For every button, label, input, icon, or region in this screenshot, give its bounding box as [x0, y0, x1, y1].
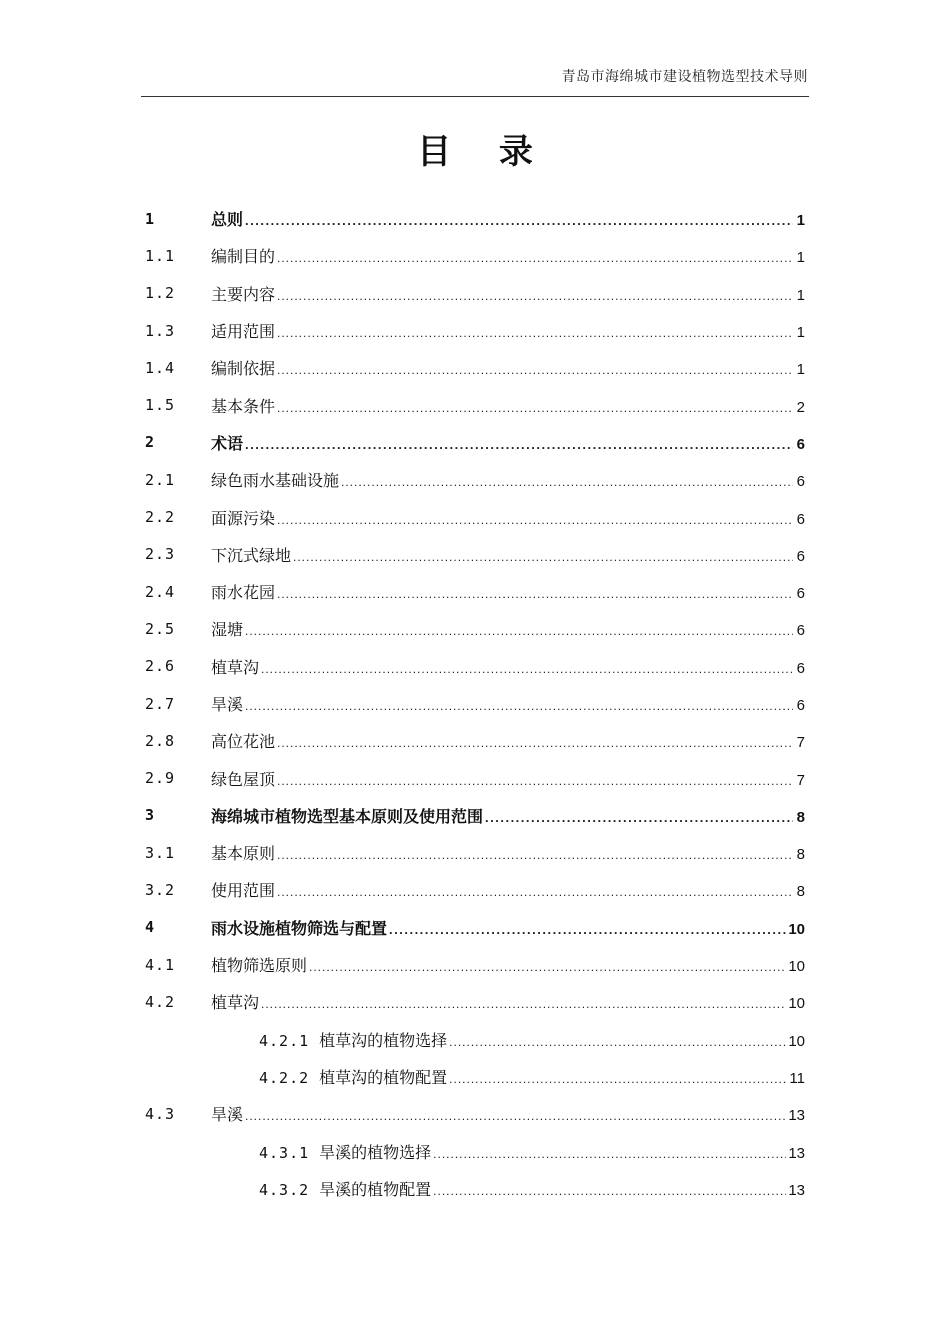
toc-entry-line — [259, 1140, 805, 1163]
toc-page-number: 6 — [796, 659, 805, 677]
toc-entry-number: 4.2 — [145, 992, 176, 1011]
page-title: 目 录 — [417, 132, 551, 172]
toc-entry-title: 高位花池 — [211, 732, 276, 752]
toc-entry-number: 1 — [145, 209, 156, 228]
toc-entry-title: 主要内容 — [211, 284, 276, 304]
toc-entry-title: 旱溪 — [211, 695, 244, 714]
toc-page-number: 13 — [788, 1107, 805, 1125]
toc-entry-title: 植草沟 — [211, 993, 260, 1013]
toc-chapter-row[interactable] — [141, 909, 809, 946]
toc-entry-number: 4.1 — [145, 955, 176, 974]
toc-subsection-row[interactable] — [141, 1132, 809, 1169]
toc-entry-title: 湿塘 — [211, 620, 244, 640]
toc-page-number: 10 — [788, 995, 805, 1013]
toc-dot-leader — [245, 624, 793, 638]
toc-entry-title: 适用范围 — [211, 322, 276, 342]
toc-entry-line — [211, 916, 805, 939]
toc-entry-number: 2.1 — [145, 470, 176, 489]
toc-dot-leader — [277, 401, 793, 415]
toc-section-row[interactable] — [141, 461, 809, 498]
toc-entry-title: 雨水花园 — [211, 583, 276, 603]
toc-entry-line — [211, 468, 805, 491]
toc-entry-number: 4.3.1 — [259, 1143, 310, 1162]
toc-entry-number: 2.7 — [145, 694, 176, 713]
toc-dot-leader — [277, 587, 793, 601]
toc-page-number: 7 — [796, 734, 805, 752]
toc-page-number: 1 — [796, 361, 805, 379]
toc-page-number: 6 — [796, 435, 805, 453]
toc-page-number: 6 — [796, 547, 805, 565]
toc-section-row[interactable] — [141, 685, 809, 722]
toc-dot-leader — [433, 1147, 786, 1161]
toc-dot-leader — [277, 251, 793, 265]
toc-dot-leader — [277, 774, 793, 788]
toc-section-row[interactable] — [141, 610, 809, 647]
toc-section-row[interactable] — [141, 386, 809, 423]
toc-entry-title: 雨水设施植物筛选与配置 — [211, 918, 388, 938]
toc-page-number: 1 — [796, 324, 805, 342]
toc-entry-title: 基本原则 — [211, 844, 276, 864]
running-header: 青岛市海绵城市建设植物选型技术导则 — [561, 69, 808, 85]
toc-dot-leader — [341, 475, 793, 489]
toc-dot-leader — [261, 997, 786, 1011]
toc-entry-number: 1.3 — [145, 321, 176, 340]
toc-dot-leader — [277, 736, 793, 750]
toc-section-row[interactable] — [141, 946, 809, 983]
toc-entry-number: 1.1 — [145, 246, 176, 265]
toc-page-number: 11 — [789, 1069, 805, 1087]
toc-section-row[interactable] — [141, 1095, 809, 1132]
toc-entry-number: 3.2 — [145, 880, 176, 899]
toc-section-row[interactable] — [141, 871, 809, 908]
toc-page-number: 6 — [796, 510, 805, 528]
toc-entry-title: 海绵城市植物选型基本原则及使用范围 — [211, 806, 484, 826]
toc-entry-title: 面源污染 — [211, 508, 276, 528]
toc-entry-title: 编制目的 — [211, 247, 276, 267]
toc-page-number: 8 — [796, 846, 805, 864]
toc-entry-title: 旱溪的植物选择 — [319, 1142, 432, 1162]
toc-page-number: 6 — [796, 585, 805, 603]
toc-entry-title: 术语 — [211, 433, 244, 453]
toc-section-row[interactable] — [141, 498, 809, 535]
toc-entry-title: 植草沟的植物选择 — [319, 1030, 448, 1050]
toc-subsection-row[interactable] — [141, 1170, 809, 1207]
toc-entry-line — [211, 543, 805, 566]
toc-dot-leader — [277, 326, 793, 340]
toc-page-number: 6 — [796, 622, 805, 640]
toc-section-row[interactable] — [141, 573, 809, 610]
toc-entry-line — [211, 767, 805, 790]
toc-dot-leader — [245, 1109, 786, 1123]
table-of-contents — [141, 200, 809, 1207]
toc-page-number: 10 — [788, 958, 805, 976]
toc-entry-line — [211, 207, 805, 230]
toc-section-row[interactable] — [141, 275, 809, 312]
toc-dot-leader — [277, 513, 793, 527]
toc-dot-leader — [309, 960, 786, 974]
toc-entry-line — [211, 319, 805, 342]
toc-entry-line — [211, 655, 805, 678]
toc-dot-leader — [277, 363, 793, 377]
toc-entry-number: 4.3 — [145, 1104, 176, 1123]
toc-entry-number: 4.2.2 — [259, 1068, 310, 1087]
toc-dot-leader — [261, 662, 793, 676]
toc-entry-number: 2.2 — [145, 508, 176, 527]
toc-entry-title: 植草沟的植物配置 — [319, 1067, 448, 1087]
toc-entry-number: 3 — [145, 806, 156, 825]
toc-entry-title: 旱溪的植物配置 — [319, 1179, 432, 1199]
toc-dot-leader — [449, 1035, 786, 1049]
toc-page-number: 1 — [796, 212, 805, 230]
toc-section-row[interactable] — [141, 648, 809, 685]
toc-dot-leader — [245, 437, 793, 452]
toc-dot-leader — [485, 810, 793, 825]
toc-section-row[interactable] — [141, 312, 809, 349]
toc-page-number: 13 — [788, 1181, 805, 1199]
toc-entry-line — [211, 580, 805, 603]
toc-entry-number: 2.5 — [145, 619, 176, 638]
toc-entry-line — [211, 878, 805, 901]
toc-chapter-row[interactable] — [141, 424, 809, 461]
toc-page-number: 10 — [788, 920, 805, 938]
toc-entry-number: 1.5 — [145, 396, 176, 415]
toc-section-row[interactable] — [141, 759, 809, 796]
toc-entry-line — [211, 356, 805, 379]
toc-entry-number: 2.6 — [145, 657, 176, 676]
toc-entry-number: 1.2 — [145, 284, 176, 303]
toc-entry-number: 4.2.1 — [259, 1031, 310, 1050]
toc-chapter-row[interactable] — [141, 200, 809, 237]
toc-page-number: 8 — [796, 808, 805, 826]
toc-entry-line — [259, 1028, 805, 1051]
toc-entry-title: 编制依据 — [211, 359, 276, 379]
toc-entry-line — [259, 1177, 805, 1200]
toc-entry-line — [211, 1102, 805, 1125]
toc-entry-number: 1.4 — [145, 358, 176, 377]
toc-chapter-row[interactable] — [141, 797, 809, 834]
toc-entry-line — [211, 394, 805, 417]
toc-dot-leader — [245, 699, 793, 713]
toc-entry-number: 2.3 — [145, 545, 176, 564]
toc-entry-line — [211, 804, 805, 827]
toc-entry-title: 植物筛选原则 — [211, 956, 308, 976]
toc-dot-leader — [449, 1072, 787, 1086]
toc-entry-line — [211, 953, 805, 976]
toc-entry-number: 2.9 — [145, 769, 176, 788]
toc-entry-number: 2 — [145, 433, 156, 452]
toc-page-number: 2 — [796, 398, 805, 416]
toc-entry-number: 4.3.2 — [259, 1180, 310, 1199]
toc-page-number: 8 — [796, 883, 805, 901]
toc-page-number: 13 — [788, 1144, 805, 1162]
toc-entry-number: 2.8 — [145, 731, 176, 750]
toc-entry-line — [211, 729, 805, 752]
toc-entry-number: 4 — [145, 918, 156, 937]
toc-subsection-row[interactable] — [141, 1058, 809, 1095]
toc-dot-leader — [245, 213, 793, 228]
toc-dot-leader — [277, 848, 793, 862]
toc-entry-line — [211, 841, 805, 864]
toc-entry-line — [211, 244, 805, 267]
toc-entry-number: 3.1 — [145, 843, 176, 862]
header-rule — [141, 96, 809, 97]
toc-section-row[interactable] — [141, 237, 809, 274]
toc-entry-title: 总则 — [211, 210, 244, 230]
toc-entry-title: 下沉式绿地 — [211, 545, 292, 565]
toc-page-number: 10 — [788, 1032, 805, 1050]
toc-page-number: 1 — [796, 249, 805, 267]
toc-entry-title: 植草沟 — [211, 657, 260, 677]
toc-page-number: 6 — [796, 697, 805, 714]
toc-entry-line — [211, 692, 805, 715]
toc-dot-leader — [277, 289, 793, 303]
toc-section-row[interactable] — [141, 983, 809, 1020]
toc-section-row[interactable] — [141, 834, 809, 871]
toc-entry-line — [259, 1065, 805, 1088]
toc-entry-title: 基本条件 — [211, 396, 276, 416]
toc-entry-line — [211, 282, 805, 305]
toc-section-row[interactable] — [141, 349, 809, 386]
toc-dot-leader — [293, 550, 793, 564]
toc-dot-leader — [433, 1184, 786, 1198]
toc-page-number: 1 — [796, 286, 805, 304]
toc-subsection-row[interactable] — [141, 1021, 809, 1058]
toc-entry-line — [211, 431, 805, 454]
toc-entry-line — [211, 506, 805, 529]
toc-entry-line — [211, 990, 805, 1013]
toc-entry-title: 绿色屋顶 — [211, 769, 276, 789]
toc-section-row[interactable] — [141, 536, 809, 573]
toc-dot-leader — [277, 885, 793, 899]
toc-entry-number: 2.4 — [145, 582, 176, 601]
toc-section-row[interactable] — [141, 722, 809, 759]
toc-entry-title: 使用范围 — [211, 881, 276, 901]
toc-dot-leader — [389, 922, 786, 937]
toc-entry-title: 绿色雨水基础设施 — [211, 471, 340, 491]
toc-entry-line — [211, 617, 805, 640]
toc-entry-title: 旱溪 — [211, 1105, 244, 1125]
toc-page-number: 7 — [796, 771, 805, 789]
toc-page-number: 6 — [796, 473, 805, 491]
